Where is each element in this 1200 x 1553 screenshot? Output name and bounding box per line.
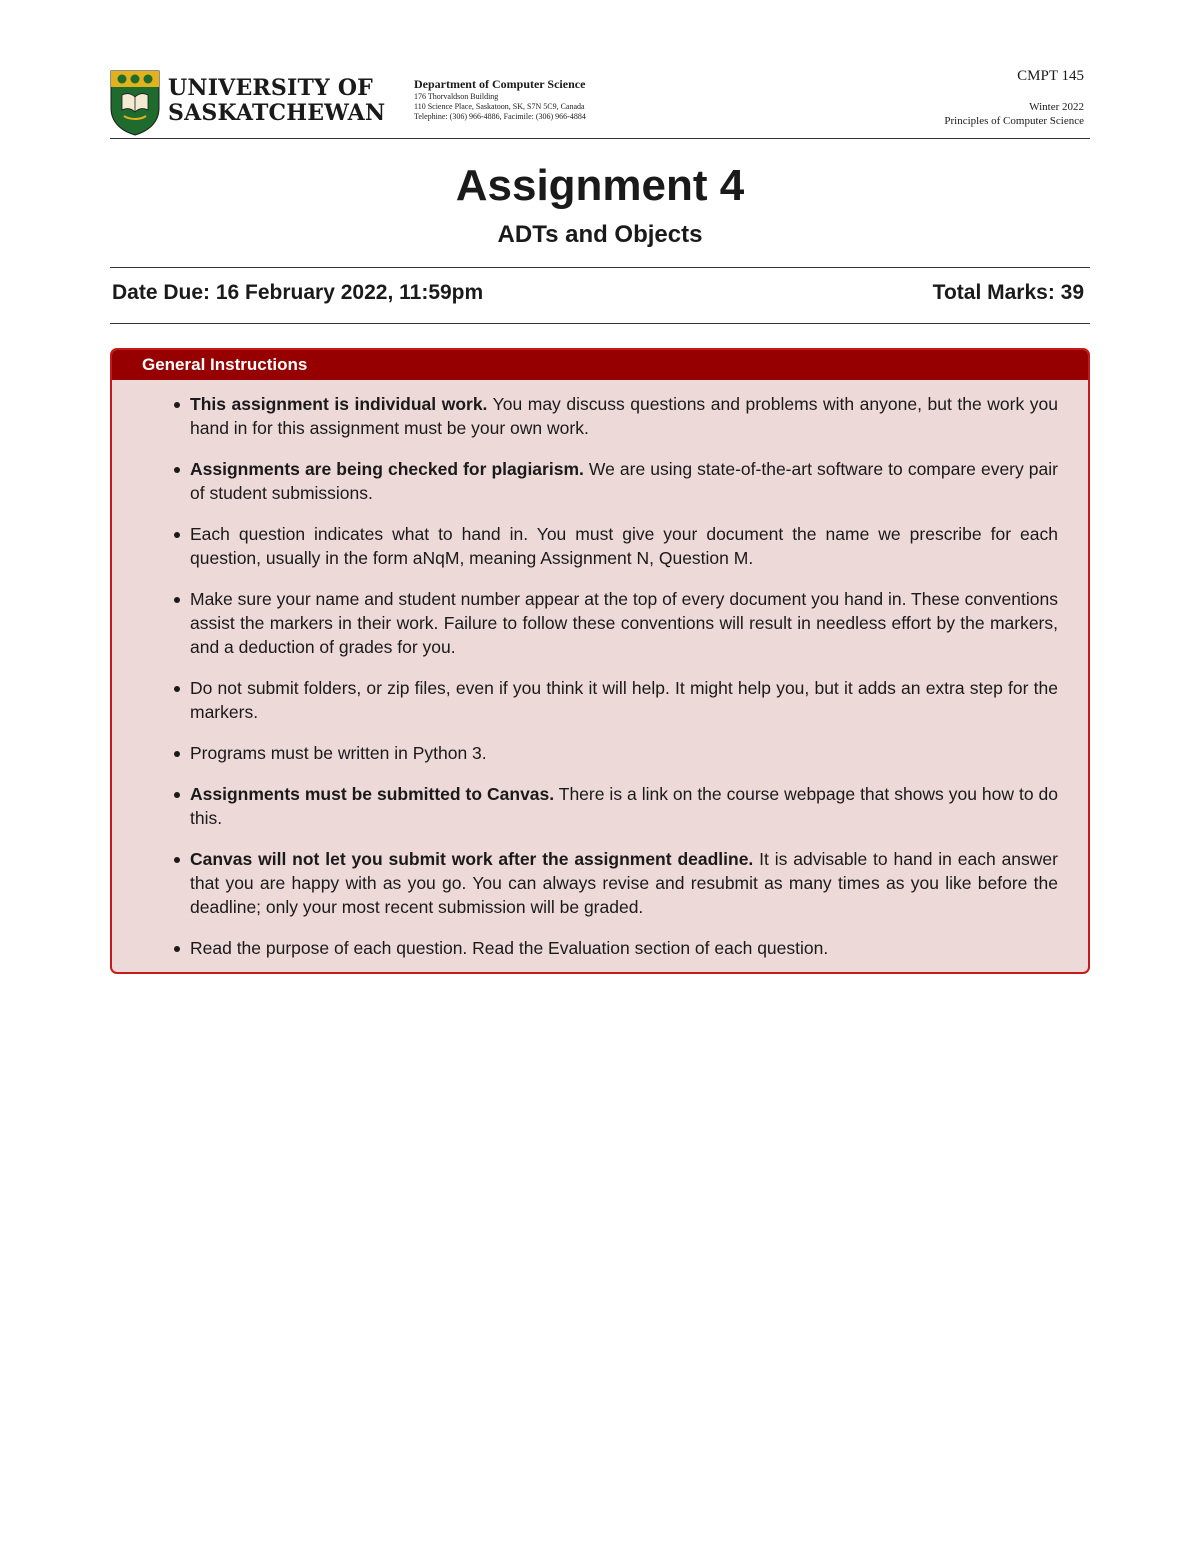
general-instructions-box	[110, 348, 1090, 974]
department-building: 176 Thorvaldson Building	[414, 92, 499, 101]
due-divider	[110, 323, 1090, 324]
list-item	[190, 847, 1058, 919]
university-name	[168, 76, 385, 126]
university-logo	[110, 70, 400, 136]
department-name: Department of Computer Science	[414, 77, 586, 91]
item-bold-text: Canvas will not let you submit work after the assignment deadline.	[190, 849, 754, 869]
university-name-line2: SASKATCHEWAN	[168, 100, 386, 126]
list-item	[190, 457, 1058, 505]
page-subtitle: ADTs and Objects	[497, 221, 703, 248]
university-name-line1: UNIVERSITY OF	[168, 75, 374, 101]
list-item	[190, 587, 1058, 659]
item-text: There is a link on the course webpage that shows you how to do this.	[190, 784, 1058, 828]
due-row	[110, 279, 1090, 307]
list-item	[190, 936, 1058, 960]
list-item	[190, 392, 1058, 440]
total-marks: Total Marks: 39	[932, 281, 1084, 304]
list-item	[190, 676, 1058, 724]
department-address: 110 Science Place, Saskatoon, SK, S7N 5C9, Canada	[414, 102, 585, 111]
item-bold-text: This assignment is individual work.	[190, 394, 488, 414]
item-text: Make sure your name and student number appear at the top of every document you hand in. These conventions assist the markers in their work. Failure to follow these conventions will result in needless effort by the markers, and a deduction of grades for you.	[190, 589, 1058, 657]
list-item	[190, 782, 1058, 830]
department-phone: Telephine: (306) 966-4886, Facimile: (306) 966-4884	[414, 112, 586, 121]
item-bold-text: Assignments are being checked for plagiarism.	[190, 459, 584, 479]
item-bold-text: Assignments must be submitted to Canvas.	[190, 784, 555, 804]
letterhead	[110, 64, 1090, 138]
page-title: Assignment 4	[455, 161, 745, 210]
department-info	[414, 76, 714, 122]
university-shield-icon	[110, 70, 160, 136]
item-text: Programs must be written in Python 3.	[190, 743, 487, 763]
course-code: CMPT 145	[1017, 68, 1084, 84]
header-divider	[110, 138, 1090, 139]
item-text: It is advisable to hand in each answer that you are happy with as you go. You can always revise and resubmit as many times as you like before the deadline; only your most recent submission will be graded.	[190, 849, 1058, 917]
course-info	[944, 66, 1084, 128]
list-item	[190, 741, 1058, 765]
course-name: Principles of Computer Science	[944, 115, 1084, 127]
item-text: We are using state-of-the-art software to compare every pair of student submissions.	[190, 459, 1058, 503]
item-text: You may discuss questions and problems with anyone, but the work you hand in for this assignment must be your own work.	[190, 394, 1058, 438]
course-term: Winter 2022	[1029, 101, 1084, 113]
date-due: Date Due: 16 February 2022, 11:59pm	[112, 281, 484, 304]
instructions-list	[112, 380, 1088, 960]
item-text: Each question indicates what to hand in. You must give your document the name we prescribe for each question, usually in the form aNqM, meaning Assignment N, Question M.	[190, 524, 1058, 568]
general-instructions-heading: General Instructions	[112, 350, 1088, 380]
list-item	[190, 522, 1058, 570]
item-text: Do not submit folders, or zip files, even if you think it will help. It might help you, but it adds an extra step for the markers.	[190, 678, 1058, 722]
title-divider	[110, 267, 1090, 268]
item-text: Read the purpose of each question. Read the Evaluation section of each question.	[190, 938, 829, 958]
